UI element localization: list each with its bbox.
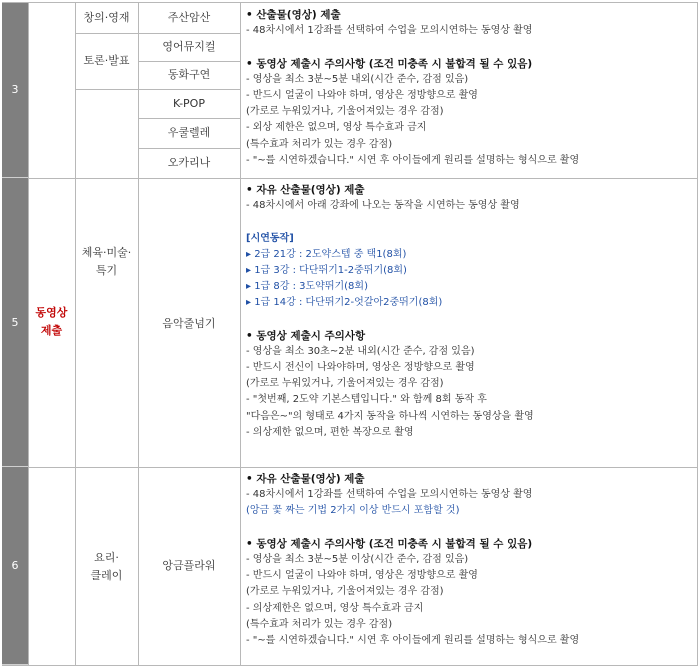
content-line: • 자유 산출물(영상) 제출 <box>246 473 365 485</box>
row-number-6-text: 6 <box>11 559 19 572</box>
content-line: • 자유 산출물(영상) 제출 <box>246 184 365 196</box>
category-label <box>28 300 75 344</box>
content-line: [시연동작] <box>246 232 294 244</box>
content-line <box>246 39 579 55</box>
row-number-5-text: 5 <box>11 315 19 329</box>
content-line: - 영상을 최소 3분~5분 이상(시간 준수, 감점 있음) <box>246 553 469 565</box>
content-line: (앙금 꽃 짜는 기법 2가지 이상 반드시 포함할 것) <box>246 505 460 517</box>
activity-ukulele: 우쿨렐레 <box>167 126 211 139</box>
activity-storytelling: 동화구연 <box>167 68 211 81</box>
content-line: • 동영상 제출시 주의사항 <box>246 329 366 342</box>
activity-bean-flower: 앙금플라워 <box>162 559 216 572</box>
content-line: (특수효과 처리가 있는 경우 감점) <box>246 138 393 150</box>
content-line: - 영상을 최소 3분~5분 내외(시간 준수, 감점 있음) <box>246 73 469 85</box>
content-line: (가로로 누워있거나, 기울어져있는 경우 감점) <box>246 586 444 598</box>
content-line: ▸ 1급 3강 : 다단뛰기1-2중뛰기(8회) <box>246 264 407 276</box>
activity-abacus: 주산암산 <box>167 10 211 24</box>
content-line: ▸ 1급 8강 : 3도약뛰기(8회) <box>246 281 368 293</box>
content-line: • 동영상 제출시 주의사항 (조건 미충족 시 불합격 될 수 있음) <box>246 57 533 70</box>
content-line <box>246 520 579 536</box>
content-line: - 반드시 얼굴이 나와야 하며, 영상은 정방향으로 촬영 <box>246 89 478 101</box>
sub-debate: 토론·발표 <box>83 54 130 67</box>
content-line: "다음은~"의 형태로 4가지 동작을 하나씩 시연하는 동영상을 촬영 <box>246 410 534 422</box>
row-number-5 <box>2 178 28 467</box>
category-line-2: 제출 <box>40 324 63 337</box>
activity-ocarina: 오카리나 <box>167 156 211 169</box>
activity-kpop: K-POP <box>173 96 205 110</box>
activity-jump-rope: 음악줄넘기 <box>162 317 216 330</box>
sub-sports-art: 체육·미술· 특기 <box>81 246 132 277</box>
content-line: - 48차시에서 아래 강좌에 나오는 동작을 시연하는 동영상 촬영 <box>246 200 520 212</box>
content-line: (특수효과 처리가 있는 경우 감점) <box>246 618 393 630</box>
content-line: • 산출물(영상) 제출 <box>246 9 341 21</box>
category-line-1: 동영상 <box>35 306 68 319</box>
content-line: - "~를 시연하겠습니다." 시연 후 아이들에게 원리를 설명하는 형식으로 촬영 <box>246 154 580 166</box>
content-line: - 외상 제한은 없으며, 영상 특수효과 금지 <box>246 122 427 134</box>
content-line: - 의상제한 없으며, 편한 복장으로 촬영 <box>246 426 414 438</box>
row-number-3 <box>2 2 28 178</box>
content-line: - 반드시 얼굴이 나와야 하며, 영상은 정방향으로 촬영 <box>246 570 478 582</box>
content-line: - "~를 시연하겠습니다." 시연 후 아이들에게 원리를 설명하는 형식으로 촬영 <box>246 634 580 646</box>
row-number-3-text: 3 <box>11 83 19 96</box>
content-line: - 48차시에서 1강좌를 선택하여 수업을 모의시연하는 동영상 촬영 <box>246 489 533 501</box>
content-line: ▸ 2급 21강 : 2도약스텝 중 택1(8회) <box>246 248 407 260</box>
row-number-6 <box>2 467 28 665</box>
activity-musical: 영어뮤지컬 <box>162 40 216 53</box>
content-line: • 동영상 제출시 주의사항 (조건 미충족 시 불합격 될 수 있음) <box>246 537 533 550</box>
content-line: - 48차시에서 1강좌를 선택하여 수업을 모의시연하는 동영상 촬영 <box>246 25 533 37</box>
content-line: - 반드시 전신이 나와야하며, 영상은 정방향으로 촬영 <box>246 362 475 374</box>
content-line: ▸ 1급 14강 : 다단뛰기2-엇갈아2중뛰기(8회) <box>246 297 443 309</box>
content-line: - "첫번째, 2도약 기본스텝입니다." 와 함께 8회 동작 후 <box>246 394 487 406</box>
content-line: (가로로 누워있거나, 기울어져있는 경우 감점) <box>246 106 444 118</box>
content-line: (가로로 누워있거나, 기울어져있는 경우 감점) <box>246 378 444 390</box>
content-row-6 <box>246 471 579 649</box>
content-line: - 의상제한은 없으며, 영상 특수효과 금지 <box>246 602 424 614</box>
sub-cooking-clay: 요리· 클레이 <box>90 551 123 582</box>
sub-creative: 창의·영재 <box>83 10 130 24</box>
content-row-5 <box>246 182 534 441</box>
content-line: - 영상을 최소 30초~2분 내외(시간 준수, 감점 있음) <box>246 345 475 357</box>
content-line <box>246 214 534 230</box>
content-line <box>246 312 534 328</box>
content-row-3 <box>246 7 579 169</box>
